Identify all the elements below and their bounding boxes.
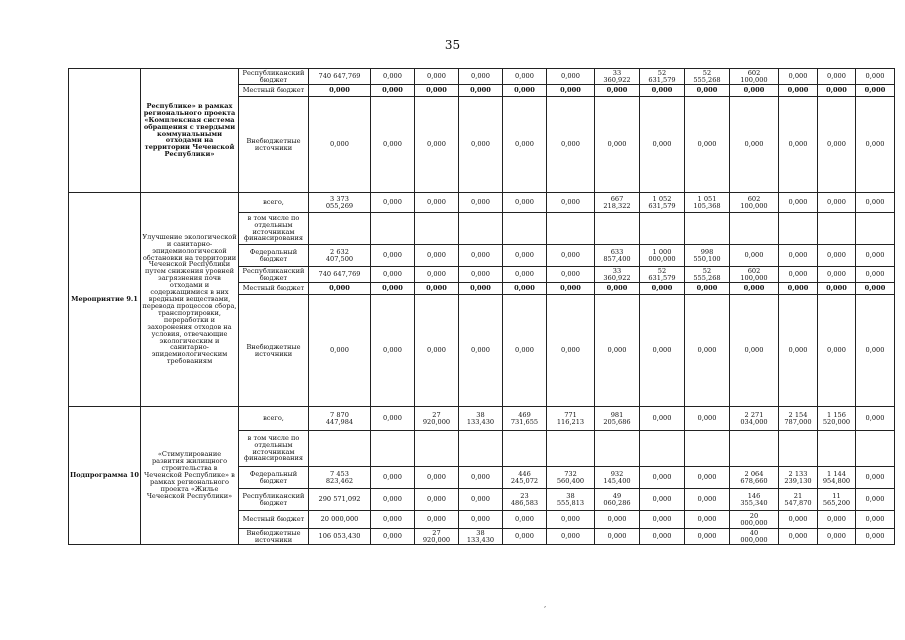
amount-cell: 446 245,072 [503,467,547,489]
amount-cell: 0,000 [547,529,595,545]
amount-cell: 0,000 [415,489,459,511]
amount-cell: 932 145,400 [595,467,640,489]
amount-cell [309,431,371,467]
amount-cell: 0,000 [503,511,547,529]
funding-source-cell: в том числе по отдельным источникам финансирования [239,213,309,245]
funding-source-cell: Республиканский бюджет [239,267,309,283]
amount-cell: 20 000,000 [730,511,779,529]
amount-cell: 0,000 [685,407,730,431]
table-body [69,69,895,545]
amount-cell: 0,000 [459,69,503,85]
amount-cell: 0,000 [459,245,503,267]
amount-cell: 0,000 [459,467,503,489]
amount-cell [779,431,818,467]
program-title-cell: Республике» в рамках регионального проекта «Комплексная система обращения с твердыми коммунальными отходами на территории Чеченской Республики» [141,69,239,193]
amount-cell: 0,000 [779,529,818,545]
funding-source-cell: Внебюджетные источники [239,295,309,407]
program-code-cell: Подпрограмма 10 [69,407,141,545]
amount-cell: 1 052 631,579 [640,193,685,213]
amount-cell: 33 360,922 [595,69,640,85]
table-row [69,69,895,85]
amount-cell [371,213,415,245]
amount-cell: 0,000 [415,467,459,489]
amount-cell: 20 000,000 [309,511,371,529]
amount-cell: 0,000 [415,245,459,267]
amount-cell: 0,000 [685,489,730,511]
amount-cell: 0,000 [685,283,730,295]
amount-cell: 0,000 [371,69,415,85]
amount-cell: 0,000 [503,193,547,213]
amount-cell: 0,000 [415,511,459,529]
amount-cell: 0,000 [371,529,415,545]
amount-cell: 0,000 [640,283,685,295]
amount-cell: 0,000 [640,511,685,529]
amount-cell [415,431,459,467]
amount-cell: 290 571,092 [309,489,371,511]
amount-cell: 0,000 [856,97,895,193]
amount-cell [459,431,503,467]
amount-cell: 0,000 [818,283,856,295]
amount-cell: 1 051 105,368 [685,193,730,213]
amount-cell: 0,000 [779,85,818,97]
amount-cell: 1 156 520,000 [818,407,856,431]
amount-cell [595,431,640,467]
amount-cell: 21 547,870 [779,489,818,511]
amount-cell: 0,000 [547,511,595,529]
amount-cell: 0,000 [595,85,640,97]
stray-mark: , [544,601,547,609]
amount-cell: 0,000 [779,245,818,267]
amount-cell: 0,000 [640,489,685,511]
amount-cell: 0,000 [856,283,895,295]
funding-source-cell: Федеральный бюджет [239,245,309,267]
amount-cell: 0,000 [371,245,415,267]
amount-cell: 0,000 [685,295,730,407]
amount-cell: 0,000 [503,529,547,545]
program-code-cell [69,69,141,193]
program-title-cell: Улучшение экологической и санитарно-эпидемиологической обстановки на территории Чеченской Республики путем снижения уровней загрязнения почв отходами и содержащимися в них вредными веществами, перевода процессов сбора, транспортировки, переработки и захоронения отходов на условия, отвечающие экологическим и санитарно-эпидемиологическим требованиям [141,193,239,407]
amount-cell [415,213,459,245]
amount-cell: 0,000 [503,295,547,407]
amount-cell: 0,000 [595,511,640,529]
amount-cell: 0,000 [503,69,547,85]
amount-cell: 11 565,200 [818,489,856,511]
funding-source-cell: Внебюджетные источники [239,529,309,545]
amount-cell: 469 731,655 [503,407,547,431]
funding-source-cell: Местный бюджет [239,283,309,295]
amount-cell: 40 000,000 [730,529,779,545]
amount-cell: 0,000 [459,511,503,529]
amount-cell: 0,000 [818,529,856,545]
amount-cell: 0,000 [730,245,779,267]
amount-cell: 0,000 [818,267,856,283]
amount-cell: 0,000 [595,529,640,545]
amount-cell: 0,000 [856,267,895,283]
amount-cell: 0,000 [595,97,640,193]
amount-cell: 0,000 [856,511,895,529]
amount-cell: 0,000 [371,467,415,489]
amount-cell: 667 218,322 [595,193,640,213]
amount-cell: 0,000 [818,97,856,193]
amount-cell: 0,000 [415,97,459,193]
amount-cell: 0,000 [640,529,685,545]
amount-cell [503,431,547,467]
amount-cell [730,213,779,245]
amount-cell: 0,000 [459,193,503,213]
amount-cell: 0,000 [730,97,779,193]
amount-cell: 52 631,579 [640,267,685,283]
amount-cell: 0,000 [818,511,856,529]
amount-cell [503,213,547,245]
amount-cell: 23 486,583 [503,489,547,511]
amount-cell: 3 373 055,269 [309,193,371,213]
amount-cell: 0,000 [685,467,730,489]
amount-cell: 0,000 [415,193,459,213]
amount-cell: 602 100,000 [730,69,779,85]
amount-cell: 2 271 034,000 [730,407,779,431]
amount-cell: 0,000 [309,283,371,295]
amount-cell: 106 053,430 [309,529,371,545]
amount-cell: 0,000 [818,245,856,267]
amount-cell: 0,000 [640,97,685,193]
amount-cell: 2 064 678,660 [730,467,779,489]
amount-cell: 0,000 [415,267,459,283]
amount-cell [685,213,730,245]
amount-cell [640,213,685,245]
amount-cell: 0,000 [547,245,595,267]
funding-source-cell: Федеральный бюджет [239,467,309,489]
amount-cell: 0,000 [503,85,547,97]
amount-cell: 0,000 [685,85,730,97]
amount-cell: 0,000 [547,193,595,213]
amount-cell: 0,000 [459,283,503,295]
page-number: 35 [444,38,461,52]
amount-cell: 0,000 [856,245,895,267]
amount-cell [818,213,856,245]
amount-cell: 771 116,213 [547,407,595,431]
funding-source-cell: Республиканский бюджет [239,69,309,85]
amount-cell [730,431,779,467]
amount-cell [685,431,730,467]
amount-cell [371,431,415,467]
amount-cell: 0,000 [371,193,415,213]
amount-cell: 0,000 [779,267,818,283]
amount-cell: 0,000 [503,97,547,193]
amount-cell: 0,000 [779,511,818,529]
table-row [69,407,895,431]
funding-source-cell: Местный бюджет [239,85,309,97]
amount-cell: 0,000 [818,295,856,407]
amount-cell: 0,000 [415,283,459,295]
amount-cell [779,213,818,245]
amount-cell: 0,000 [856,295,895,407]
amount-cell [640,431,685,467]
amount-cell: 0,000 [685,511,730,529]
amount-cell: 0,000 [415,295,459,407]
amount-cell: 0,000 [371,267,415,283]
amount-cell: 981 205,686 [595,407,640,431]
amount-cell: 2 632 407,500 [309,245,371,267]
budget-table [68,68,895,545]
amount-cell: 740 647,769 [309,267,371,283]
amount-cell: 0,000 [818,85,856,97]
amount-cell: 0,000 [730,85,779,97]
amount-cell: 0,000 [779,193,818,213]
amount-cell: 0,000 [779,69,818,85]
amount-cell: 52 631,579 [640,69,685,85]
amount-cell: 38 555,813 [547,489,595,511]
amount-cell: 27 920,000 [415,529,459,545]
amount-cell: 0,000 [547,97,595,193]
funding-source-cell: Местный бюджет [239,511,309,529]
amount-cell: 0,000 [371,511,415,529]
amount-cell: 0,000 [371,283,415,295]
amount-cell: 38 133,430 [459,407,503,431]
amount-cell: 0,000 [547,85,595,97]
amount-cell [595,213,640,245]
amount-cell: 0,000 [818,69,856,85]
amount-cell [547,431,595,467]
amount-cell: 602 100,000 [730,193,779,213]
amount-cell: 0,000 [503,283,547,295]
amount-cell: 0,000 [371,407,415,431]
amount-cell: 0,000 [856,467,895,489]
amount-cell [547,213,595,245]
amount-cell: 1 144 954,800 [818,467,856,489]
amount-cell: 0,000 [371,295,415,407]
amount-cell: 0,000 [640,295,685,407]
amount-cell: 0,000 [503,245,547,267]
amount-cell: 0,000 [856,529,895,545]
amount-cell [309,213,371,245]
amount-cell: 0,000 [547,267,595,283]
amount-cell: 0,000 [309,85,371,97]
amount-cell: 0,000 [640,85,685,97]
amount-cell: 0,000 [459,267,503,283]
amount-cell: 998 550,100 [685,245,730,267]
amount-cell: 0,000 [415,85,459,97]
amount-cell [459,213,503,245]
amount-cell: 0,000 [640,407,685,431]
amount-cell: 0,000 [640,467,685,489]
amount-cell: 0,000 [371,97,415,193]
amount-cell [856,213,895,245]
amount-cell: 0,000 [371,489,415,511]
amount-cell: 0,000 [856,85,895,97]
amount-cell: 0,000 [459,97,503,193]
amount-cell: 0,000 [309,97,371,193]
amount-cell: 0,000 [459,489,503,511]
amount-cell: 0,000 [309,295,371,407]
program-code-cell: Мероприятие 9.1 [69,193,141,407]
amount-cell: 0,000 [547,295,595,407]
amount-cell: 0,000 [685,529,730,545]
amount-cell: 0,000 [595,295,640,407]
amount-cell: 0,000 [818,193,856,213]
amount-cell: 7 453 823,462 [309,467,371,489]
amount-cell: 0,000 [779,295,818,407]
amount-cell: 2 133 239,130 [779,467,818,489]
amount-cell: 0,000 [730,295,779,407]
amount-cell: 0,000 [685,97,730,193]
amount-cell: 27 920,000 [415,407,459,431]
amount-cell: 0,000 [459,85,503,97]
amount-cell: 52 555,268 [685,69,730,85]
amount-cell: 1 000 000,000 [640,245,685,267]
amount-cell [856,431,895,467]
amount-cell: 0,000 [779,97,818,193]
amount-cell: 740 647,769 [309,69,371,85]
amount-cell: 146 355,340 [730,489,779,511]
amount-cell: 49 060,286 [595,489,640,511]
funding-source-cell: Внебюджетные источники [239,97,309,193]
amount-cell: 0,000 [547,283,595,295]
funding-source-cell: Республиканский бюджет [239,489,309,511]
amount-cell: 0,000 [415,69,459,85]
amount-cell: 0,000 [730,283,779,295]
funding-source-cell: всего, [239,407,309,431]
amount-cell: 732 560,400 [547,467,595,489]
amount-cell: 38 133,430 [459,529,503,545]
amount-cell: 0,000 [856,407,895,431]
funding-source-cell: в том числе по отдельным источникам финансирования [239,431,309,467]
amount-cell: 0,000 [547,69,595,85]
amount-cell: 2 154 787,000 [779,407,818,431]
amount-cell: 0,000 [856,193,895,213]
amount-cell: 602 100,000 [730,267,779,283]
funding-source-cell: всего, [239,193,309,213]
amount-cell: 0,000 [503,267,547,283]
amount-cell: 0,000 [856,69,895,85]
amount-cell: 0,000 [779,283,818,295]
program-title-cell: «Стимулирование развития жилищного строительства в Чеченской Республике» в рамках регионального проекта «Жилье Чеченской Республики» [141,407,239,545]
amount-cell: 633 857,400 [595,245,640,267]
amount-cell: 52 555,268 [685,267,730,283]
amount-cell: 0,000 [371,85,415,97]
amount-cell: 7 870 447,984 [309,407,371,431]
amount-cell [818,431,856,467]
amount-cell: 0,000 [595,283,640,295]
amount-cell: 0,000 [856,489,895,511]
amount-cell: 0,000 [459,295,503,407]
table-row [69,193,895,213]
amount-cell: 33 360,922 [595,267,640,283]
